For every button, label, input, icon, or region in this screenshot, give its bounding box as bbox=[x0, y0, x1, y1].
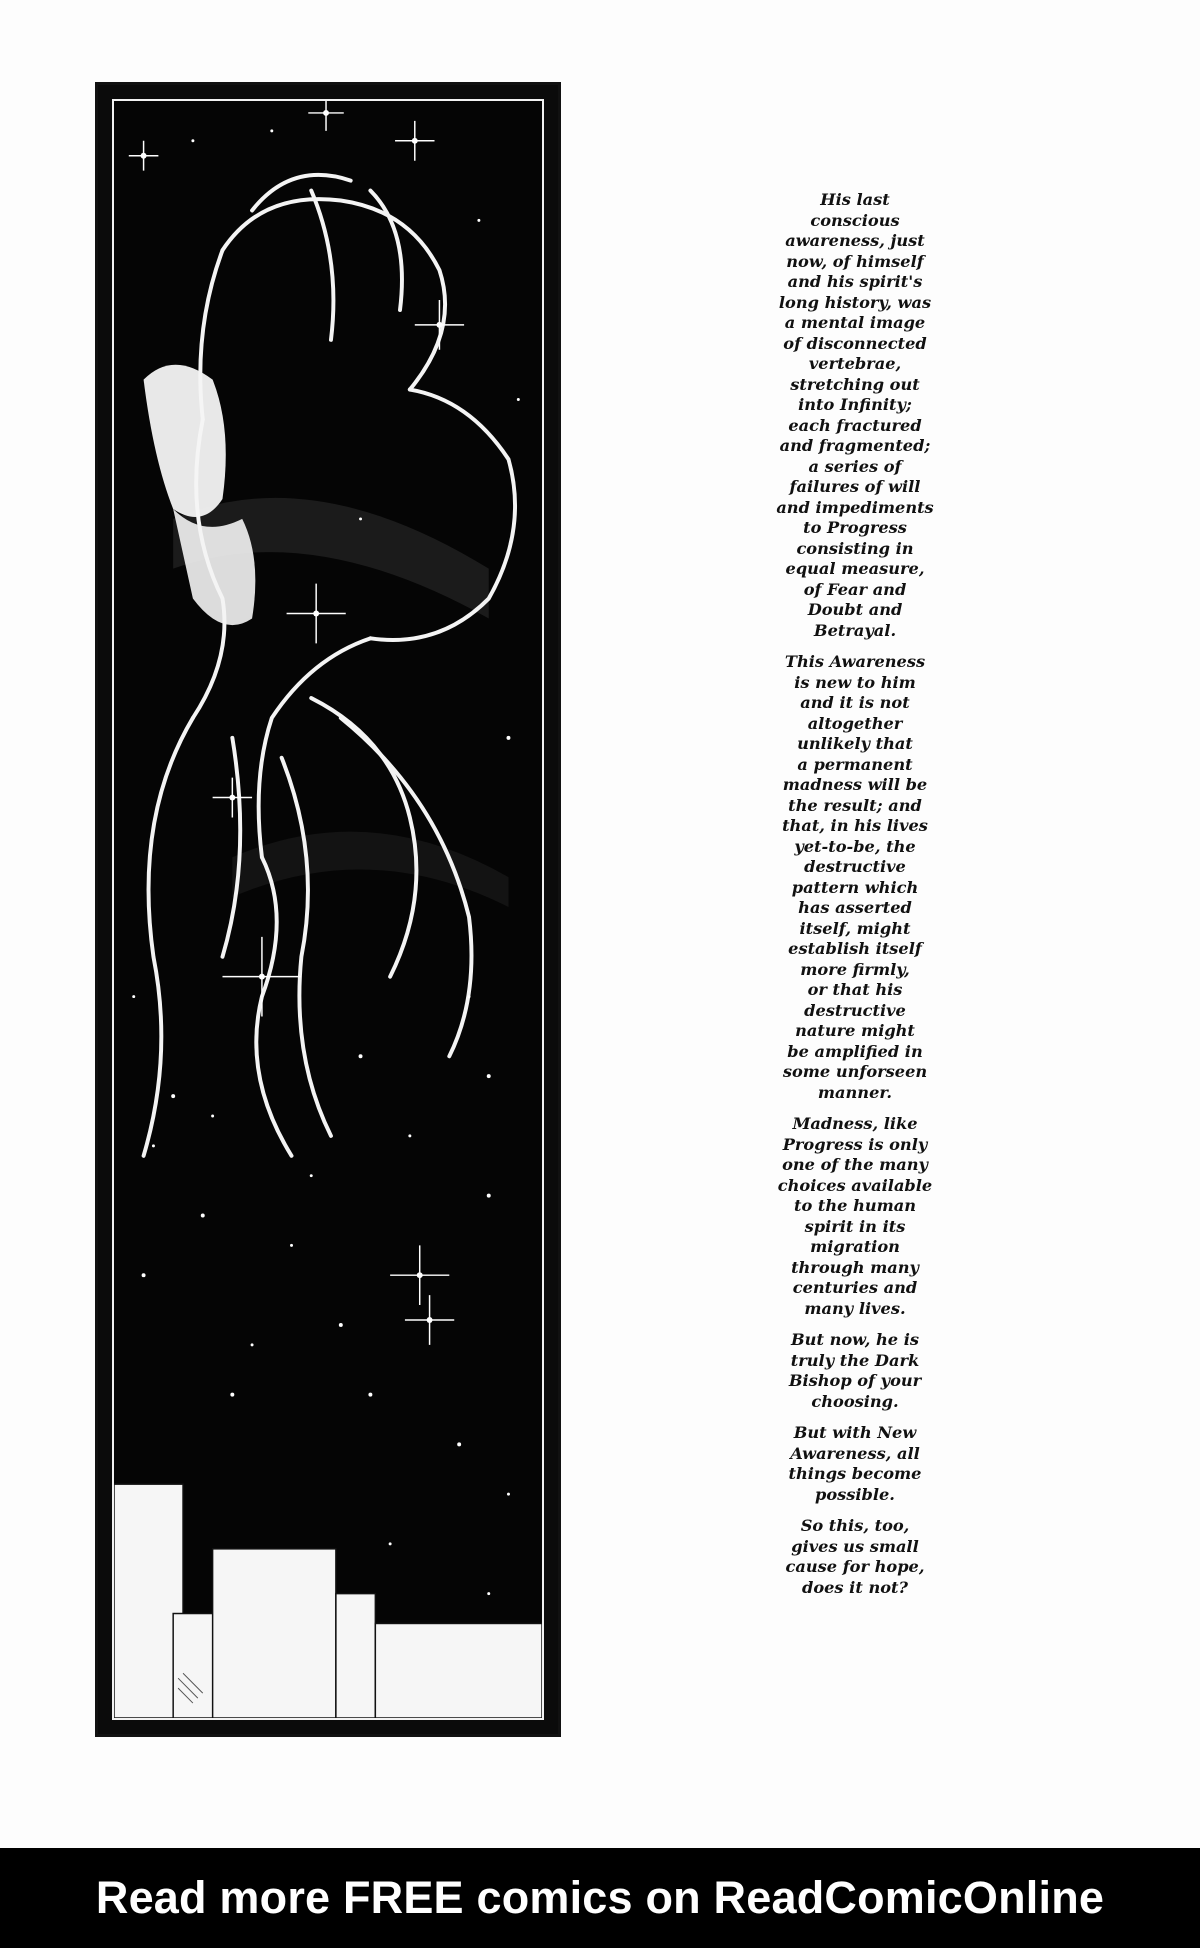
caption-paragraph: But now, he is truly the Dark Bishop of your choosing. bbox=[788, 1330, 922, 1411]
space-figure-illustration bbox=[114, 101, 542, 1718]
caption-paragraph: But with New Awareness, all things become possible. bbox=[788, 1423, 922, 1504]
caption-paragraph: So this, too, gives us small cause for hope, does it not? bbox=[785, 1516, 925, 1597]
caption-paragraph: His last conscious awareness, just now, of himself and his spirit's long history, was a mental image of disconnected vertebrae, stretching out into Infinity; each fractured and fragmented; a series of failures of will and impediments to Progress consisting in equal measure, of Fear and Doubt and Betrayal. bbox=[776, 190, 934, 640]
promo-banner-text[interactable]: Read more FREE comics on ReadComicOnline bbox=[95, 1872, 1105, 1923]
caption-paragraph: This Awareness is new to him and it is not altogether unlikely that a permanent madness will be the result; and that, in his lives yet-to-be, the destructive pattern which has asserted itself, might establish itself more firmly, or that his destructive nature might be amplified in some unforseen manner. bbox=[782, 652, 928, 1102]
promo-banner[interactable] bbox=[0, 1848, 1200, 1948]
panel-artwork bbox=[112, 99, 544, 1720]
caption-paragraph: Madness, like Progress is only one of the many choices available to the human spirit in its migration through many centuries and many lives. bbox=[777, 1114, 933, 1318]
comic-panel bbox=[95, 82, 561, 1737]
narration-caption bbox=[752, 190, 958, 1609]
